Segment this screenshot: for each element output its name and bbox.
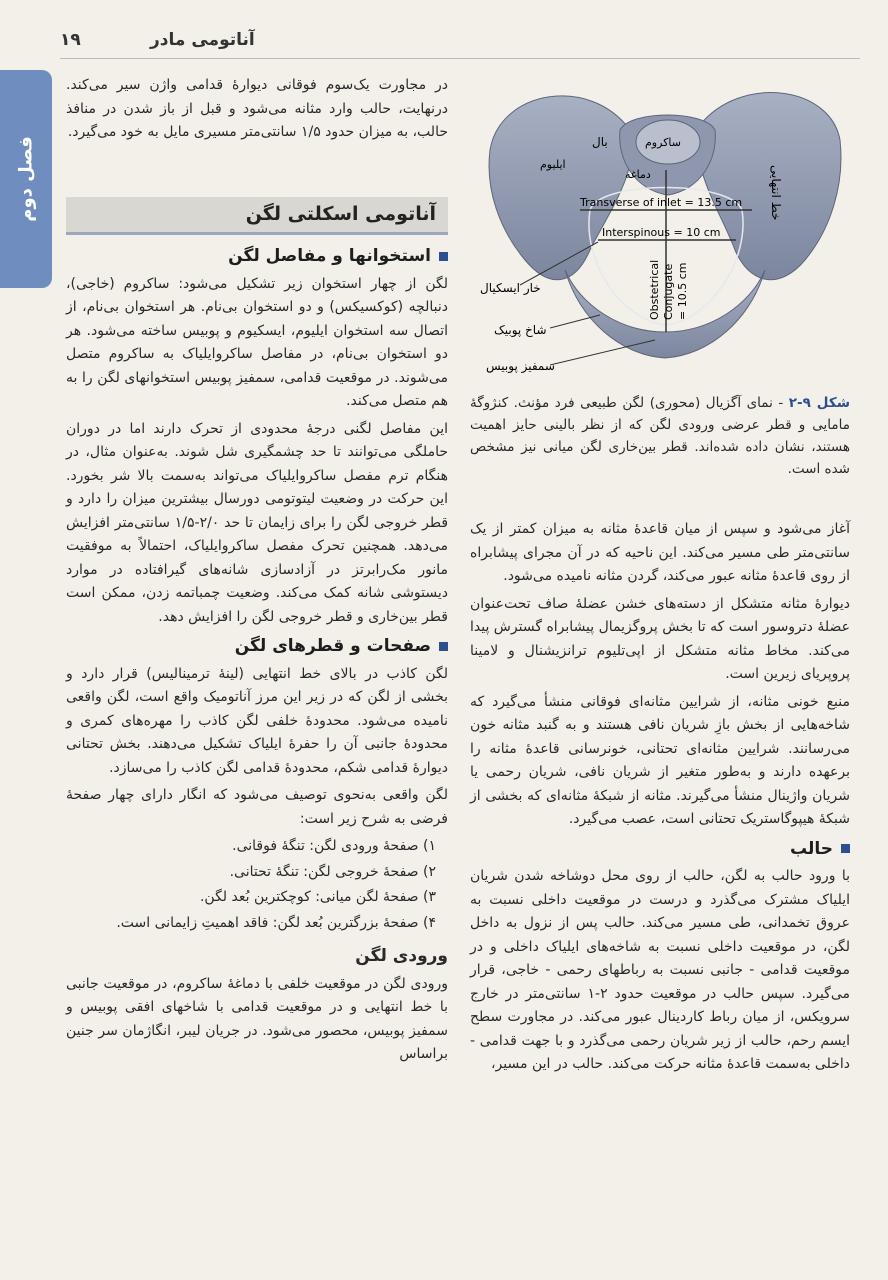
bladder-paragraph-2: دیوارهٔ مثانه متشکل از دسته‌های خشن عضلهٔ صاف تحت‌عنوان عضلهٔ دتروسور است که تا بخش پروگزیمال پیشابراه گسترش پیدا می‌کند. مخاط مثانه متشکل از اپی‌تلیوم ترانزیشنال و لامینا پروپریای زیرین است. — [470, 595, 850, 682]
label-ilium: ایلیوم — [540, 158, 566, 171]
bladder-paragraph-1: آغاز می‌شود و سپس از میان قاعدهٔ مثانه به میزان کمتر از یک سانتی‌متر طی مسیر می‌کند. این ناحیه که در آن مجرای پیشابراه از روی قاعدهٔ مثانه عبور می‌کند، گردن مثانه نامیده می‌شود. — [470, 521, 850, 584]
bullet-square-icon — [841, 844, 850, 853]
intro-paragraph: در مجاورت یک‌سوم فوقانی دیوارهٔ قدامی واژن سیر می‌کند. درنهایت، حالب وارد مثانه می‌شود و قبل از باز شدن در منافذ حالب، به میزان حدود ۱/۵ سانتی‌متر مسیری مایل به خود می‌گیرد. — [66, 77, 448, 140]
planes-paragraph-1: لگن کاذب در بالای خط انتهایی (لینهٔ ترمینالیس) قرار دارد و بخشی از لگن که در زیر این مرز آناتومیک واقع است، لگن واقعی نامیده می‌شود. محدودهٔ خلفی لگن کاذب را مهره‌های کمری و محدودهٔ جانبی آن را حفرهٔ ایلیاک تشکیل می‌دهند. بخش تحتانی دیوارهٔ قدامی شکم، محدودهٔ قدامی لگن کاذب را می‌سازد. — [66, 665, 448, 776]
right-column — [470, 518, 850, 1081]
label-ischial-spine: خار ایسکیال — [480, 281, 541, 295]
header-divider — [60, 58, 860, 59]
caption-text: - نمای آگزیال (محوری) لگن طبیعی فرد مؤنث. کنژوگهٔ مامایی و قطر عرضی ورودی لگن که از نظر بالینی حایز اهمیت هستند، نشان داده شده‌اند. قطر بین‌خاری لگن میانی نیز مشخص شده است. — [470, 395, 850, 477]
subsection-planes-title: صفحات و قطرهای لگن — [66, 635, 448, 659]
bullet-square-icon — [439, 252, 448, 261]
inlet-paragraph: ورودی لگن در موقعیت خلفی با دماغهٔ ساکروم، در موقعیت جانبی با خط انتهایی و در موقعیت قدامی با شاخهای افقی پوبیس و سمفیز پوبیس، محصور می‌شود. در جریان لیبر، انگاژمان سر جنین براساس — [66, 975, 448, 1062]
pointer-line — [550, 315, 600, 328]
chapter-tab-label: فصل دوم — [15, 136, 37, 222]
left-ilium-shape — [489, 96, 632, 280]
left-column — [66, 74, 448, 1071]
pelvis-figure — [480, 70, 850, 390]
bones-paragraph-1: لگن از چهار استخوان زیر تشکیل می‌شود: ساکروم (خاجی)، دنبالچه (کوکسیکس) و دو استخوان بی‌نام. هر استخوان بی‌نام، از اتصال سه استخوان ایلیوم، ایسکیوم و پوبیس ساخته می‌شود. هر دو استخوان بی‌نام، در مفاصل ساکروایلیاک به ساکروم متصل می‌شوند. در موقعیت قدامی، سمفیز پوبیس استخوانهای لگن را به هم متصل می‌کند. — [66, 275, 448, 409]
chapter-tab — [0, 70, 52, 288]
figure-caption — [470, 392, 850, 480]
ureter-paragraph: با ورود حالب به لگن، حالب از روی محل دوشاخه شدن شریان ایلیاک مشترک می‌گذرد و درست در موقعیت داخلی نسبت به عروق تخمدانی، طی مسیر می‌کند. حالب پس از نزول به داخل لگن، در موقعیت داخلی نسبت به شاخه‌های ایلیاک داخلی و در موقعیت قدامی - جانبی نسبت به رباطهای رحمی - خاجی، قرار می‌گیرد. سپس حالب در موقعیت حدود ۲-۱ سانتی‌متر در خارج سرویکس، از میان رباط کاردینال عبور می‌کند. در مجاورت سطح ایسم رحم، حالب از زیر شریان رحمی می‌گذرد و با جهت قدامی - داخلی به‌سمت قاعدهٔ مثانه حرکت می‌کند. حالب در این مسیر، — [470, 868, 850, 1072]
label-obstetrical: Obstetrical — [648, 259, 661, 320]
list-item: ۱) صفحهٔ ورودی لگن: تنگهٔ فوقانی. — [232, 838, 436, 854]
caption-label: شکل ۹-۲ — [788, 395, 850, 411]
label-promontory: دماغه — [625, 168, 651, 181]
page-number: ۱۹ — [60, 30, 81, 50]
bullet-square-icon — [439, 642, 448, 651]
label-interspinous: Interspinous = 10 cm — [602, 226, 721, 239]
label-sacrum: ساکروم — [645, 136, 681, 149]
label-ala: بال — [592, 135, 608, 149]
subsection-inlet-title: ورودی لگن — [355, 946, 448, 966]
label-symphysis: سمفیز پوبیس — [486, 359, 555, 373]
label-pubic-ramus: شاخ پوبیک — [494, 323, 547, 337]
list-item: ۴) صفحهٔ بزرگترین بُعد لگن: فاقد اهمیتِ زایمانی است. — [116, 914, 436, 931]
list-item: ۳) صفحهٔ لگن میانی: کوچکترین بُعد لگن. — [199, 889, 436, 905]
bones-paragraph-2: این مفاصل لگنی درجهٔ محدودی از تحرک دارند اما در دوران حاملگی می‌توانند تا حد چشمگیری شل شوند. به‌عنوان مثال، در هنگام ترم مفصل ساکروایلیاک می‌تواند به‌سمت بالا شر بخورد. این حرکت در وضعیت لیتوتومی دورسال بیشترین میزان را دارد و قطر خروجی لگن را برای زایمان تا حد ۲/۰-۱/۵ سانتی‌متر افزایش می‌دهد. همچنین تحرک مفصل ساکروایلیاک، احتمالاً به موفقیت مانور مک‌رابرتز در آزادسازی شانه‌های گیرافتاده در موارد دیستوشی شانه کمک می‌کند. وضعیت چمباتمه زدن، ممکن است قطر بین‌خاری و قطر خروجی لگن را افزایش دهد. — [66, 420, 449, 625]
running-header: آناتومی مادر — [150, 30, 255, 50]
bladder-paragraph-3: منبع خونی مثانه، از شرایین مثانه‌ای فوقانی منشأ می‌گیرد که شاخه‌هایی از بخش بازِ شریان نافی هستند و به گنبد مثانه خون می‌رسانند. شرایین مثانه‌ای تحتانی، خونرسانی قاعدهٔ مثانه را برعهده دارند و به‌طور متغیر از شریان نافی، شریان رحمی یا شریان واژینال منشأ می‌گیرند. مثانه از شبکهٔ مثانه‌ای که بخشی از شبکهٔ هیپوگاستریک تحتانی است، عصب می‌گیرد. — [470, 693, 850, 827]
subsection-bones-title: استخوانها و مفاصل لگن — [66, 245, 448, 269]
section-title: آناتومی اسکلتی لگن — [66, 197, 448, 236]
label-conjugate: Conjugate — [662, 263, 675, 320]
label-linea: خط انتهایی — [769, 165, 783, 221]
list-item: ۲) صفحهٔ خروجی لگن: تنگهٔ تحتانی. — [229, 863, 436, 880]
pelvis-illustration — [480, 70, 850, 390]
label-transverse: Transverse of inlet = 13.5 cm — [580, 196, 743, 209]
label-conjugate-value: = 10.5 cm — [676, 262, 689, 320]
subsection-ureter-title: حالب — [470, 838, 850, 862]
planes-paragraph-2: لگن واقعی به‌نحوی توصیف می‌شود که انگار دارای چهار صفحهٔ فرضی به شرح زیر است: — [66, 787, 448, 827]
